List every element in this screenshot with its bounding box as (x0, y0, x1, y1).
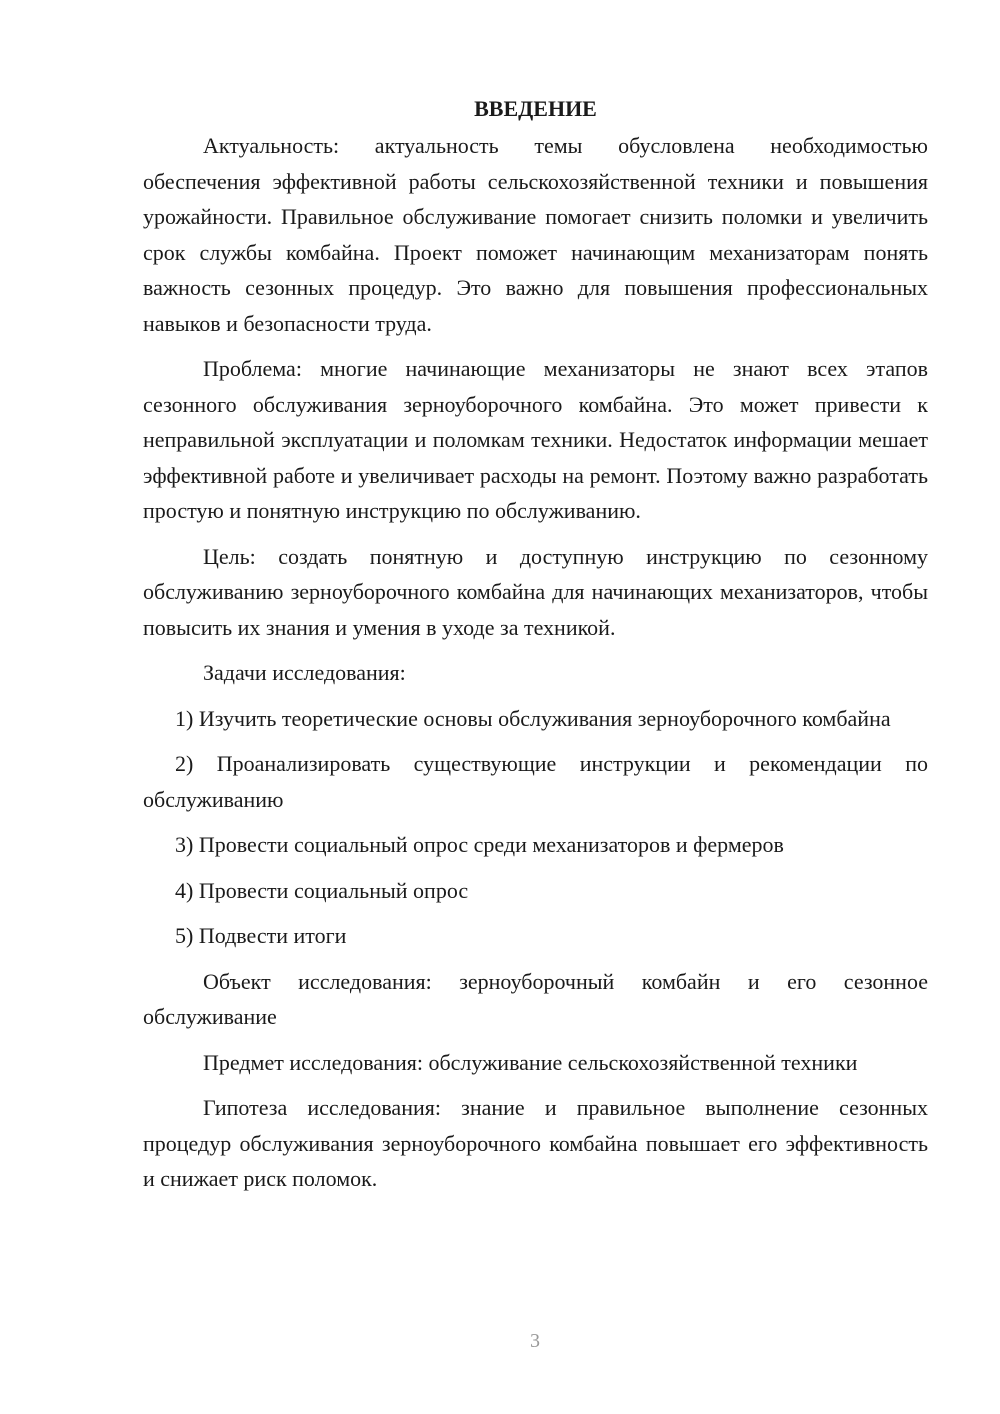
problem-paragraph: Проблема: многие начинающие механизаторы не знают всех этапов сезонного обслуживания зерноуборочного комбайна. Это может привести к неправильной эксплуатации и поломкам техники. Недостаток информации мешает эффективной работе и увеличивает расходы на ремонт. Поэтому важно разработать простую и понятную инструкцию по обслуживанию. (143, 356, 928, 523)
object-paragraph: Объект исследования: зерноуборочный комбайн и его сезонное обслуживание (143, 968, 928, 1029)
relevance-paragraph: Актуальность: актуальность темы обусловлена необходимостью обеспечения эффективной работы сельскохозяйственной техники и повышения урожайности. Правильное обслуживание помогает снизить поломки и увеличить срок службы комбайна. Проект поможет начинающим механизаторам понять важность сезонных процедур. Это важно для повышения профессиональных навыков и безопасности труда. (143, 133, 928, 336)
tasks-heading: Задачи исследования: (203, 660, 406, 685)
document-page (143, 92, 928, 1207)
page-number: 3 (530, 1330, 540, 1352)
task-item: 3) Провести социальный опрос среди механизаторов и фермеров (175, 832, 784, 857)
subject-paragraph: Предмет исследования: обслуживание сельскохозяйственной техники (203, 1049, 858, 1075)
task-item: 2) Проанализировать существующие инструкции и рекомендации по обслуживанию (143, 751, 928, 812)
task-item: 5) Подвести итоги (175, 923, 347, 948)
task-item: 4) Провести социальный опрос (175, 877, 469, 903)
goal-paragraph: Цель: создать понятную и доступную инструкцию по сезонному обслуживанию зерноуборочного комбайна для начинающих механизаторов, чтобы повысить их знания и умения в уходе за техникой. (143, 543, 928, 640)
section-title: ВВЕДЕНИЕ (474, 96, 597, 121)
hypothesis-paragraph: Гипотеза исследования: знание и правильное выполнение сезонных процедур обслуживания зерноуборочного комбайна повышает его эффективность и снижает риск поломок. (143, 1095, 928, 1191)
task-item: 1) Изучить теоретические основы обслуживания зерноуборочного комбайна (175, 705, 891, 731)
